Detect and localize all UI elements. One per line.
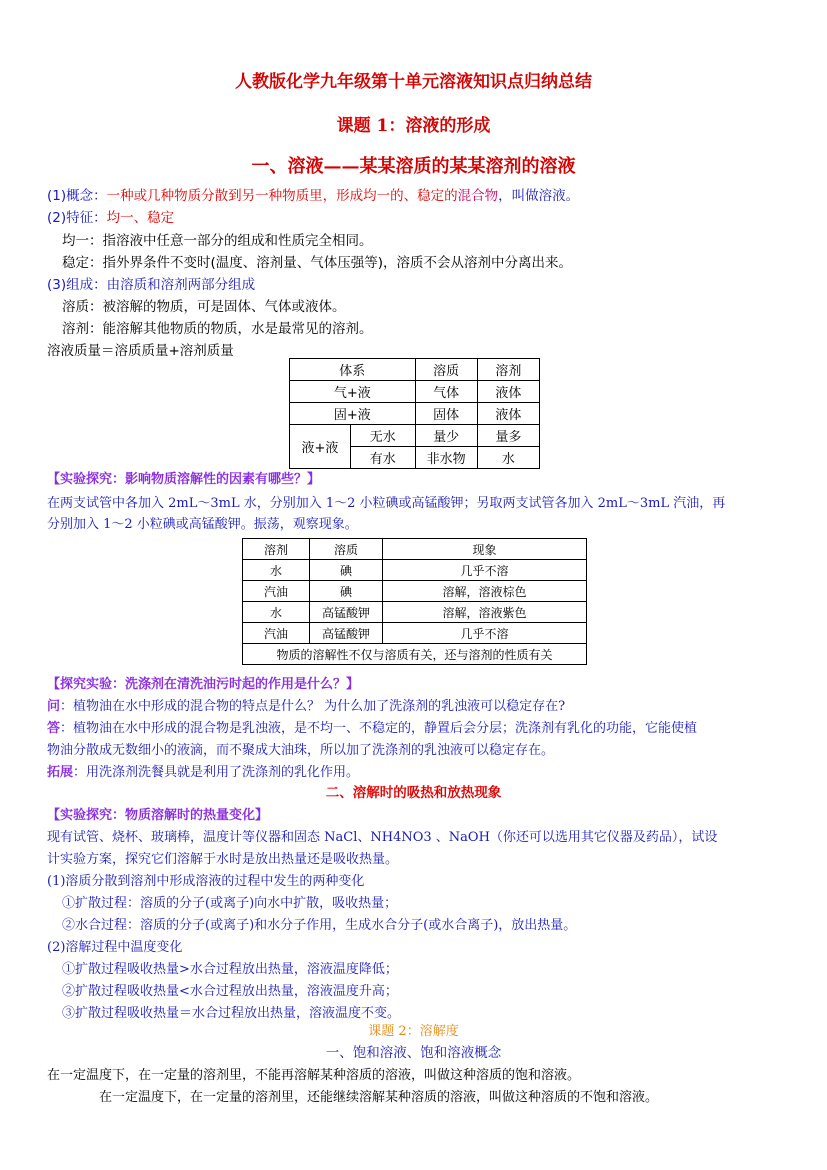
table-cell: 液体 (477, 381, 539, 403)
item-marker: ② (62, 918, 76, 933)
extension-line (47, 763, 359, 783)
section2-line2: 计实验方案，探究它们溶解于水时是放出热量还是吸收热量。 (47, 852, 399, 867)
table-header-cell: 体系 (290, 359, 416, 381)
experiment1-line2: 分别加入 1～2 小粒碘或高锰酸钾。振荡，观察现象。 (47, 517, 358, 532)
table-row (243, 623, 587, 644)
table-row (290, 381, 540, 403)
table-row (243, 644, 587, 665)
table-cell: 水 (243, 560, 310, 581)
table-cell: 液+液 (290, 425, 351, 469)
concept-part3: 混合物 (457, 188, 499, 204)
list-item (62, 894, 397, 914)
lesson1-title: 课题 1：溶液的形成 (336, 116, 491, 136)
lesson2-title: 课题 2：溶解度 (368, 1024, 459, 1039)
concept-part4: ，叫做溶液。 (498, 188, 580, 204)
table-header-cell: 溶质 (415, 359, 477, 381)
features-prefix: (2)特征： (47, 210, 107, 226)
extension-label: 拓展 (47, 765, 74, 780)
section2-heading: 【实验探究：物质溶解时的热量变化】 (47, 808, 269, 823)
section1-title: 一、溶液——某某溶质的某某溶剂的溶液 (251, 156, 576, 177)
extension-text: ：用洗涤剂洗餐具就是利用了洗涤剂的乳化作用。 (73, 765, 360, 780)
saturated-definition: 在一定温度下，在一定量的溶剂里，不能再溶解某种溶质的溶液，叫做这种溶质的饱和溶液。 (47, 1068, 581, 1083)
system-table (289, 358, 540, 469)
features-value: 均一、稳定 (106, 210, 175, 226)
table-cell: 汽油 (243, 623, 310, 644)
table-cell: 溶解，溶液紫色 (383, 602, 587, 623)
table-row (243, 581, 587, 602)
question-text: ：植物油在水中形成的混合物的特点是什么？ 为什么加了洗涤剂的乳浊液可以稳定存在? (60, 699, 566, 714)
table-cell: 有水 (350, 447, 415, 469)
lesson2-section1-title: 一、饱和溶液、饱和溶液概念 (325, 1045, 502, 1061)
table-row (290, 425, 540, 447)
table-row (290, 403, 540, 425)
concept-line (47, 186, 579, 206)
experiment1-line1: 在两支试管中各加入 2mL～3mL 水，分别加入 1～2 小粒碘或高锰酸钾；另取两支试管各加入 2mL～3mL 汽油，再 (47, 496, 726, 511)
feature-uniform: 均一：指溶液中任意一部分的组成和性质完全相同。 (62, 233, 373, 249)
experiment1-heading: 【实验探究：影响物质溶解性的因素有哪些？】 (47, 472, 321, 487)
table-cell: 高锰酸钾 (310, 602, 383, 623)
item-text: 扩散过程吸收热量<水合过程放出热量，溶液温度升高； (75, 984, 398, 999)
feature-stable: 稳定：指外界条件不变时(温度、溶剂量、气体压强等)，溶质不会从溶剂中分离出来。 (62, 255, 573, 271)
composition-solute: 溶质：被溶解的物质，可是固体、气体或液体。 (62, 299, 346, 315)
temperature-heading: (2)溶解过程中温度变化 (47, 940, 183, 955)
solution-mass-formula: 溶液质量＝溶质质量+溶剂质量 (47, 343, 234, 359)
item-marker: ③ (62, 1006, 76, 1021)
table-header-cell: 现象 (383, 539, 587, 560)
table-cell: 高锰酸钾 (310, 623, 383, 644)
concept-part2: 均一的、稳定的 (363, 188, 458, 204)
table-cell: 量少 (415, 425, 477, 447)
experiment2-heading: 【探究实验：洗涤剂在清洗油污时起的作用是什么？】 (47, 677, 360, 692)
table-cell: 水 (477, 447, 539, 469)
composition-solvent: 溶剂：能溶解其他物质的物质，水是最常见的溶剂。 (62, 321, 373, 337)
item-text: 扩散过程：溶质的分子(或离子)向水中扩散，吸收热量； (75, 896, 398, 911)
table-row (290, 359, 540, 381)
item-marker: ② (62, 984, 76, 999)
table-row (243, 602, 587, 623)
table-header-cell: 溶剂 (243, 539, 310, 560)
table-cell: 碘 (310, 581, 383, 602)
table-cell: 水 (243, 602, 310, 623)
item-marker: ① (62, 896, 76, 911)
item-text: 水合过程：溶质的分子(或离子)和水分子作用，生成水合分子(或水合离子)，放出热量。 (75, 918, 577, 933)
item-marker: ① (62, 962, 76, 977)
table-cell: 固体 (415, 403, 477, 425)
list-item (62, 982, 398, 1002)
table-header-cell: 溶质 (310, 539, 383, 560)
unsaturated-definition: 在一定温度下，在一定量的溶剂里，还能继续溶解某种溶质的溶液，叫做这种溶质的不饱和溶液。 (99, 1090, 659, 1105)
concept-prefix: (1)概念： (47, 188, 107, 204)
answer-text1: ：植物油在水中形成的混合物是乳浊液，是不均一、不稳定的，静置后会分层；洗涤剂有乳化的功能，它能使植 (60, 721, 698, 736)
table-cell: 气+液 (290, 381, 416, 403)
table-cell: 非水物 (415, 447, 477, 469)
item-text: 扩散过程吸收热量＝水合过程放出热量，溶液温度不变。 (75, 1006, 401, 1021)
table-cell: 液体 (477, 403, 539, 425)
document-title: 人教版化学九年级第十单元溶液知识点归纳总结 (235, 72, 592, 92)
question-label: 问 (47, 699, 61, 714)
answer-line1 (47, 719, 697, 739)
table-row (243, 539, 587, 560)
table-header-cell: 溶剂 (477, 359, 539, 381)
list-item (62, 1004, 400, 1024)
section2-title: 二、溶解时的吸热和放热现象 (325, 785, 502, 801)
answer-label: 答 (47, 721, 61, 736)
table-cell: 溶解，溶液棕色 (383, 581, 587, 602)
process-heading: (1)溶质分散到溶剂中形成溶液的过程中发生的两种变化 (47, 874, 365, 889)
table-cell: 汽油 (243, 581, 310, 602)
list-item (62, 916, 576, 936)
table-cell: 固+液 (290, 403, 416, 425)
table-cell: 几乎不溶 (383, 623, 587, 644)
item-text: 扩散过程吸收热量>水合过程放出热量，溶液温度降低； (75, 962, 398, 977)
concept-part1: 一种或几种物质分散到另一种物质里，形成 (106, 188, 364, 204)
solubility-table (242, 538, 587, 665)
table-row (243, 560, 587, 581)
composition-heading: (3)组成：由溶质和溶剂两部分组成 (47, 277, 256, 293)
answer-line2: 物油分散成无数细小的液滴，而不聚成大油珠，所以加了洗涤剂的乳浊液可以稳定存在。 (47, 743, 555, 758)
table-cell: 气体 (415, 381, 477, 403)
table-footer-cell: 物质的溶解性不仅与溶质有关，还与溶剂的性质有关 (243, 644, 587, 665)
list-item (62, 960, 398, 980)
table-cell: 碘 (310, 560, 383, 581)
table-cell: 几乎不溶 (383, 560, 587, 581)
table-cell: 量多 (477, 425, 539, 447)
section2-line1: 现有试管、烧杯、玻璃棒，温度计等仪器和固态 NaCl、NH4NO3 、NaOH（你还可以选用其它仪器及药品），试设 (47, 830, 718, 845)
question-line (47, 697, 565, 717)
features-line (47, 208, 174, 228)
table-cell: 无水 (350, 425, 415, 447)
